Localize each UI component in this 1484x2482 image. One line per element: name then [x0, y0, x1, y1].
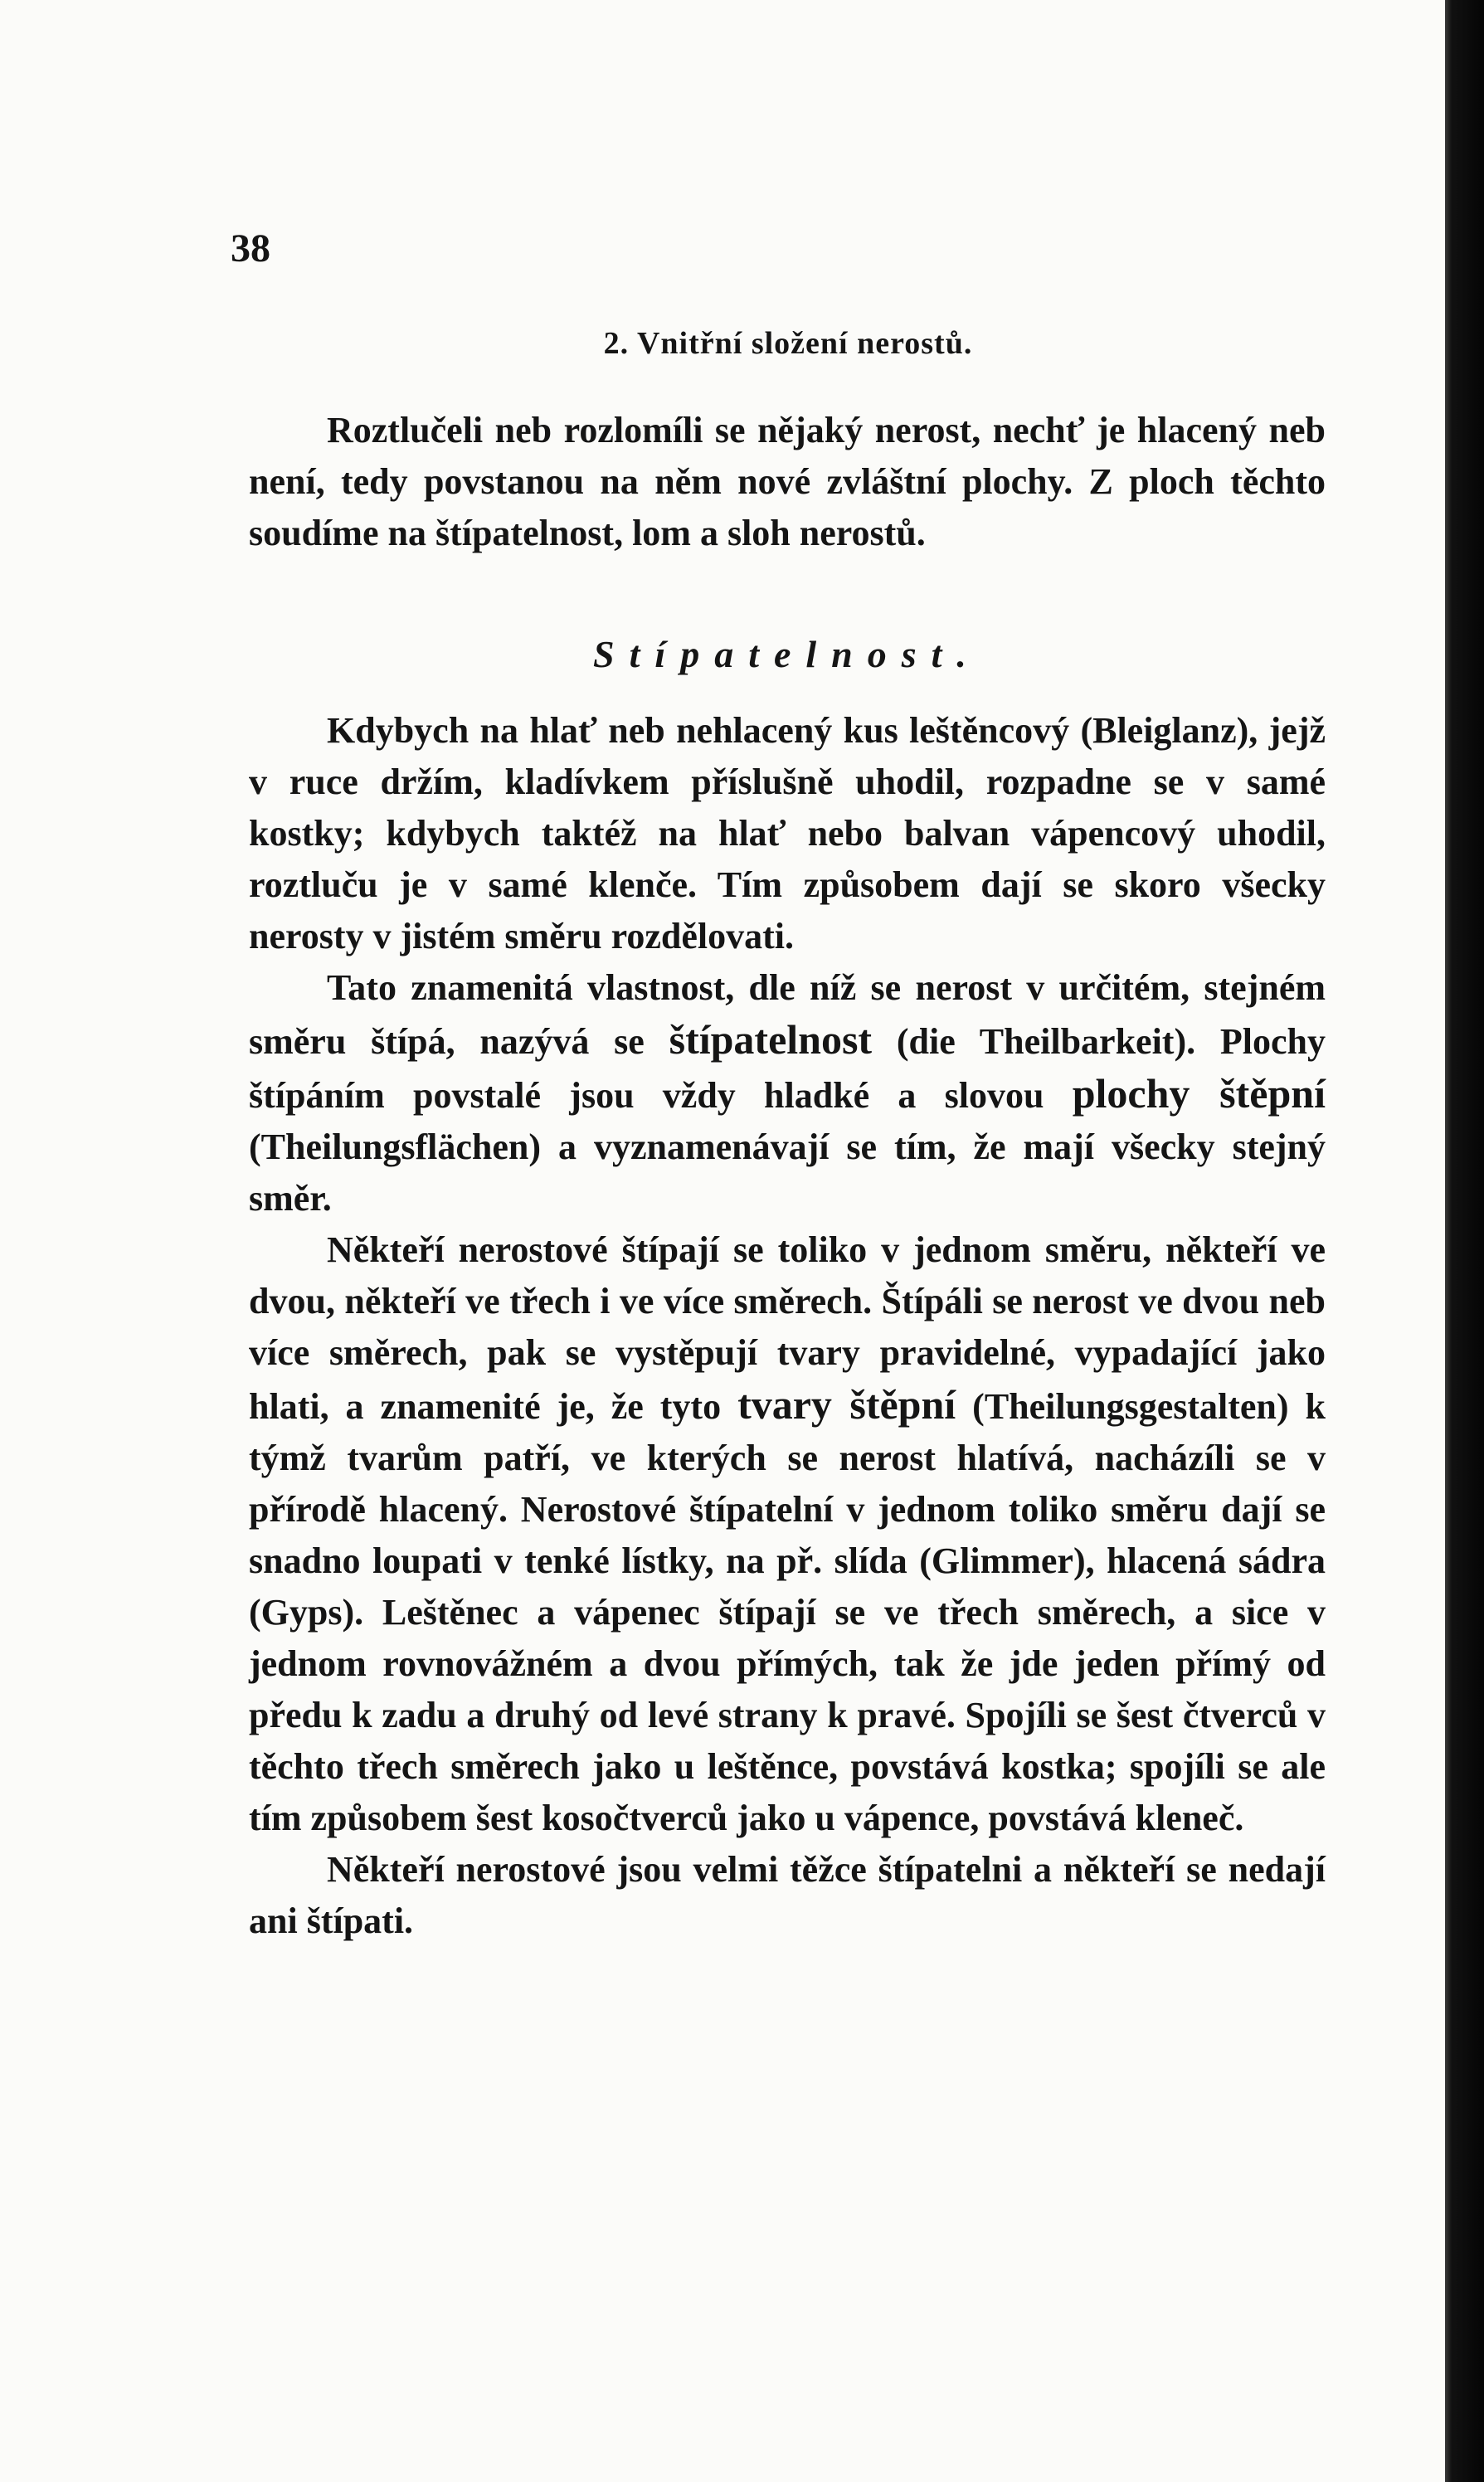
- term-stipatelnost: štípatelnost: [669, 1016, 873, 1063]
- p3-text-b: (Theilungsgestalten) k týmž tvarům patří, ve kterých se nerost hlatívá, nacházíli se v přírodě hlacený. Nerostové štípatelní v jednom toliko směru dají se snadno loupati v tenké lístky, na př. slída (Glimmer), hlacená sádra (Gyps). Leštěnec a vápenec štípají se ve třech směrech, a sice v jednom rovnovážném a dvou přímých, tak že jde jeden přímý od předu k zadu a druhý od levé strany k pravé. Spojíli se šest čtverců v těchto třech směrech jako u leštěnce, povstává kostka; spojíli se ale tím způsobem šest kosočtverců jako u vápence, povstává kleneč.: [249, 1386, 1326, 1838]
- page-number: 38: [231, 226, 270, 270]
- paragraph-3: [249, 1224, 1326, 1844]
- section-title: Stípatelnost.: [593, 633, 981, 675]
- chapter-heading: 2. Vnitřní složení nerostů.: [603, 326, 973, 361]
- intro-paragraph: Roztlučeli neb rozlomíli se nějaký nerost, nechť je hlacený neb není, tedy povstanou na něm nové zvláštní plochy. Z ploch těchto soudíme na štípatelnost, lom a sloh nerostů.: [249, 410, 1326, 553]
- paragraph-4: Někteří nerostové jsou velmi těžce štípatelni a někteří se nedají ani štípati.: [249, 1849, 1326, 1941]
- p2-text-b: (die Theilbarkeit). Plochy štípáním povstalé jsou vždy hladké a slovou: [249, 1021, 1326, 1116]
- intro-block: [249, 405, 1326, 559]
- book-spine-shadow: [1445, 0, 1484, 2482]
- term-tvary-stepni: tvary štěpní: [737, 1381, 956, 1428]
- term-plochy-stepni: plochy štěpní: [1072, 1070, 1326, 1117]
- body-text: [249, 705, 1326, 1947]
- paragraph-2: [249, 962, 1326, 1224]
- p3-text-a: Někteří nerostové štípají se toliko v jednom směru, někteří ve dvou, někteří ve třech i ve více směrech. Štípáli se nerost ve dvou neb více směrech, pak se vystěpují tvary pravidelné, vypadající jako hlati, a znamenité je, že tyto: [249, 1229, 1326, 1427]
- p2-text-a: Tato znamenitá vlastnost, dle níž se nerost v určitém, stejném směru štípá, nazývá se: [249, 967, 1326, 1062]
- paragraph-1: Kdybych na hlať neb nehlacený kus leštěncový (Bleiglanz), jejž v ruce držím, kladívkem příslušně uhodil, rozpadne se v samé kostky; kdybych taktéž na hlať nebo balvan vápencový uhodil, roztluču je v samé klenče. Tím způsobem dají se skoro všecky nerosty v jistém směru rozdělovati.: [249, 710, 1326, 956]
- p2-text-c: (Theilungsflächen) a vyznamenávají se tím, že mají všecky stejný směr.: [249, 1127, 1326, 1219]
